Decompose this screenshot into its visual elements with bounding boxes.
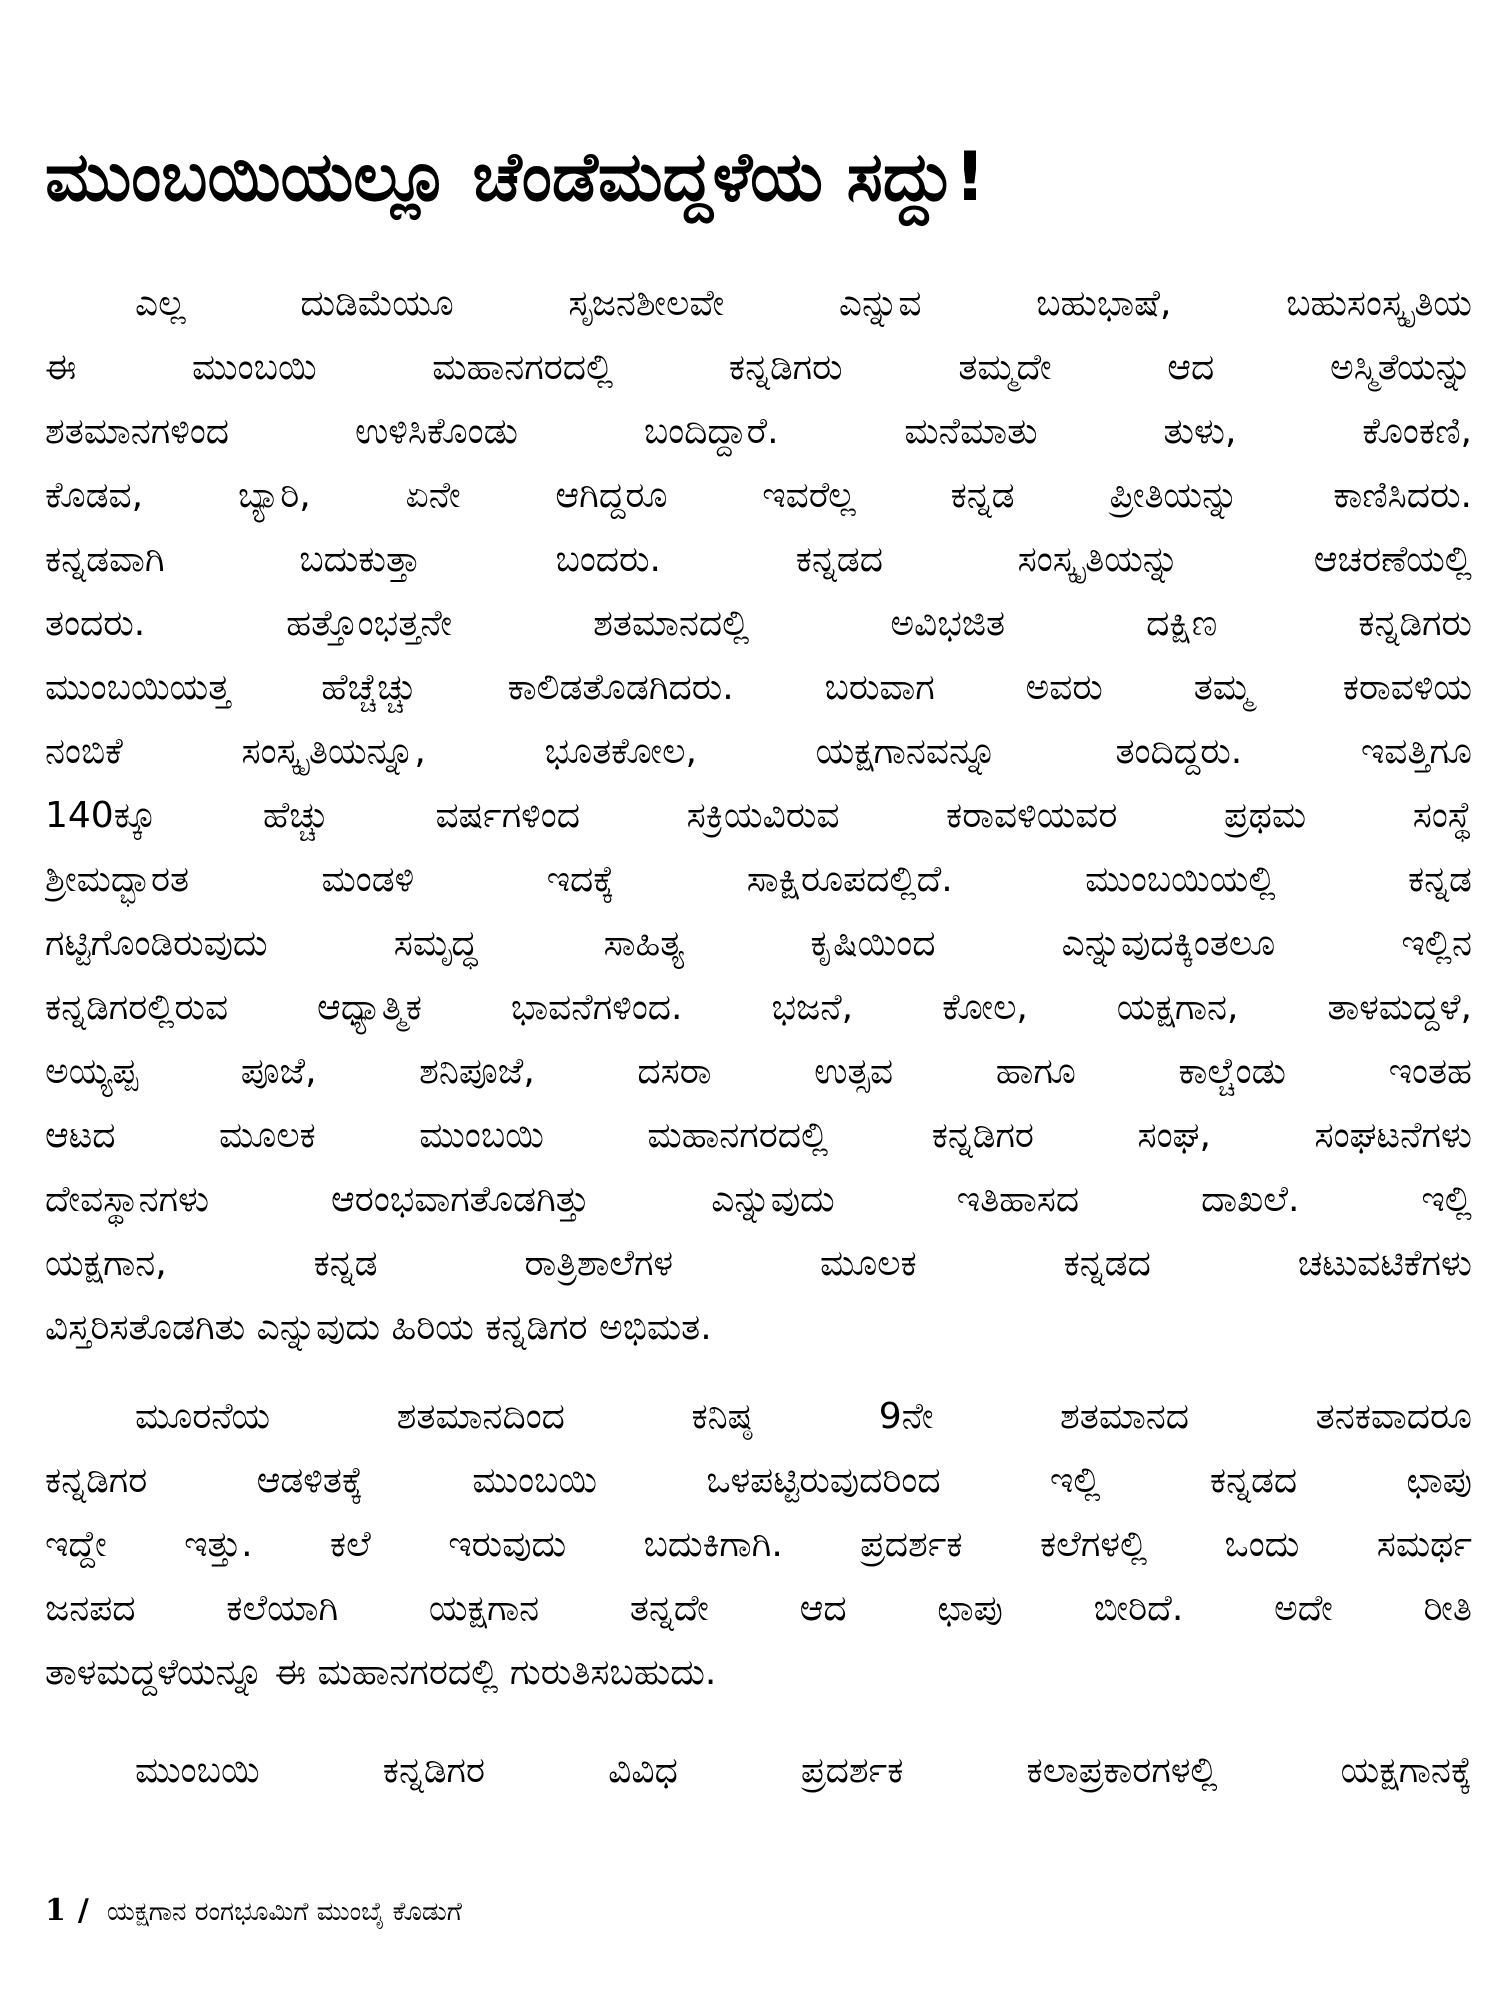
text-line: ಕನ್ನಡವಾಗಿ ಬದುಕುತ್ತಾ ಬಂದರು. ಕನ್ನಡದ ಸಂಸ್ಕೃತಿಯನ್ನು ಆಚರಣೆಯಲ್ಲಿ xyxy=(45,539,1472,580)
text-line: ನಂಬಿಕೆ ಸಂಸ್ಕೃತಿಯನ್ನೂ, ಭೂತಕೋಲ, ಯಕ್ಷಗಾನವನ್ನೂ ತಂದಿದ್ದರು. ಇವತ್ತಿಗೂ xyxy=(45,731,1472,772)
text-line: ಆಟದ ಮೂಲಕ ಮುಂಬಯಿ ಮಹಾನಗರದಲ್ಲಿ ಕನ್ನಡಿಗರ ಸಂಘ, ಸಂಘಟನೆಗಳು xyxy=(45,1115,1472,1156)
page-footer xyxy=(45,1888,462,1934)
text-line: ಶ್ರೀಮದ್ಭಾರತ ಮಂಡಳಿ ಇದಕ್ಕೆ ಸಾಕ್ಷಿರೂಪದಲ್ಲಿದೆ. ಮುಂಬಯಿಯಲ್ಲಿ ಕನ್ನಡ xyxy=(45,859,1472,900)
paragraph-3 xyxy=(45,1739,1472,1803)
text-line: ಕೊಡವ, ಬ್ಯಾರಿ, ಏನೇ ಆಗಿದ್ದರೂ ಇವರೆಲ್ಲ ಕನ್ನಡ ಪ್ರೀತಿಯನ್ನು ಕಾಣಿಸಿದರು. xyxy=(45,475,1472,516)
text-line: ಇದ್ದೇ ಇತ್ತು. ಕಲೆ ಇರುವುದು ಬದುಕಿಗಾಗಿ. ಪ್ರದರ್ಶಕ ಕಲೆಗಳಲ್ಲಿ ಒಂದು ಸಮರ್ಥ xyxy=(45,1524,1472,1565)
text-line: ಯಕ್ಷಗಾನ, ಕನ್ನಡ ರಾತ್ರಿಶಾಲೆಗಳ ಮೂಲಕ ಕನ್ನಡದ ಚಟುವಟಿಕೆಗಳು xyxy=(45,1243,1472,1284)
text-line: ದೇವಸ್ಥಾನಗಳು ಆರಂಭವಾಗತೊಡಗಿತ್ತು ಎನ್ನುವುದು ಇತಿಹಾಸದ ದಾಖಲೆ. ಇಲ್ಲಿ xyxy=(45,1179,1472,1220)
text-line: ಈ ಮುಂಬಯಿ ಮಹಾನಗರದಲ್ಲಿ ಕನ್ನಡಿಗರು ತಮ್ಮದೇ ಆದ ಅಸ್ಮಿತೆಯನ್ನು xyxy=(45,347,1472,388)
text-line: ಕನ್ನಡಿಗರ ಆಡಳಿತಕ್ಕೆ ಮುಂಬಯಿ ಒಳಪಟ್ಟಿರುವುದರಿಂದ ಇಲ್ಲಿ ಕನ್ನಡದ ಛಾಪು xyxy=(45,1460,1472,1501)
text-line: ಶತಮಾನಗಳಿಂದ ಉಳಿಸಿಕೊಂಡು ಬಂದಿದ್ದಾರೆ. ಮನೆಮಾತು ತುಳು, ಕೊಂಕಣಿ, xyxy=(45,411,1472,452)
document-title: ಮುಂಬಯಿಯಲ್ಲೂ ಚೆಂಡೆಮದ್ದಳೆಯ ಸದ್ದು! xyxy=(45,138,986,217)
text-line: ತಂದರು. ಹತ್ತೊಂಭತ್ತನೇ ಶತಮಾನದಲ್ಲಿ ಅವಿಭಜಿತ ದಕ್ಷಿಣ ಕನ್ನಡಿಗರು xyxy=(45,603,1472,644)
page-number: 1 xyxy=(45,1893,66,1928)
footer-separator: / xyxy=(77,1893,89,1928)
text-line: ಮೂರನೆಯ ಶತಮಾನದಿಂದ ಕನಿಷ್ಠ 9ನೇ ಶತಮಾನದ ತನಕವಾದರೂ xyxy=(135,1396,1472,1437)
footer-book-title: ಯಕ್ಷಗಾನ ರಂಗಭೂಮಿಗೆ ಮುಂಬೈ ಕೊಡುಗೆ xyxy=(106,1897,462,1927)
text-line: ಅಯ್ಯಪ್ಪ ಪೂಜೆ, ಶನಿಪೂಜೆ, ದಸರಾ ಉತ್ಸವ ಹಾಗೂ ಕಾಲ್ಚೆಂಡು ಇಂತಹ xyxy=(45,1051,1472,1092)
text-line: ಜನಪದ ಕಲೆಯಾಗಿ ಯಕ್ಷಗಾನ ತನ್ನದೇ ಆದ ಛಾಪು ಬೀರಿದೆ. ಅದೇ ರೀತಿ xyxy=(45,1588,1472,1629)
text-line: ಮುಂಬಯಿ ಕನ್ನಡಿಗರ ವಿವಿಧ ಪ್ರದರ್ಶಕ ಕಲಾಪ್ರಕಾರಗಳಲ್ಲಿ ಯಕ್ಷಗಾನಕ್ಕೆ xyxy=(135,1750,1472,1791)
text-line: ಮುಂಬಯಿಯತ್ತ ಹೆಚ್ಚೆಚ್ಚು ಕಾಲಿಡತೊಡಗಿದರು. ಬರುವಾಗ ಅವರು ತಮ್ಮ ಕರಾವಳಿಯ xyxy=(45,667,1472,708)
text-line: 140ಕ್ಕೂ ಹೆಚ್ಚು ವರ್ಷಗಳಿಂದ ಸಕ್ರಿಯವಿರುವ ಕರಾವಳಿಯವರ ಪ್ರಥಮ ಸಂಸ್ಥೆ xyxy=(45,795,1472,836)
text-line: ಕನ್ನಡಿಗರಲ್ಲಿರುವ ಆಧ್ಯಾತ್ಮಿಕ ಭಾವನೆಗಳಿಂದ. ಭಜನೆ, ಕೋಲ, ಯಕ್ಷಗಾನ, ತಾಳಮದ್ದಳೆ, xyxy=(45,987,1472,1028)
text-line: ಎಲ್ಲ ದುಡಿಮೆಯೂ ಸೃಜನಶೀಲವೇ ಎನ್ನುವ ಬಹುಭಾಷೆ, ಬಹುಸಂಸ್ಕೃತಿಯ xyxy=(135,283,1472,324)
paragraph-1 xyxy=(45,272,1472,1360)
paragraph-2 xyxy=(45,1385,1472,1705)
text-line: ತಾಳಮದ್ದಳೆಯನ್ನೂ ಈ ಮಹಾನಗರದಲ್ಲಿ ಗುರುತಿಸಬಹುದು. xyxy=(45,1652,717,1693)
text-line: ವಿಸ್ತರಿಸತೊಡಗಿತು ಎನ್ನುವುದು ಹಿರಿಯ ಕನ್ನಡಿಗರ ಅಭಿಮತ. xyxy=(45,1307,712,1348)
text-line: ಗಟ್ಟಿಗೊಂಡಿರುವುದು ಸಮೃದ್ಧ ಸಾಹಿತ್ಯ ಕೃಷಿಯಿಂದ ಎನ್ನುವುದಕ್ಕಿಂತಲೂ ಇಲ್ಲಿನ xyxy=(45,923,1472,964)
